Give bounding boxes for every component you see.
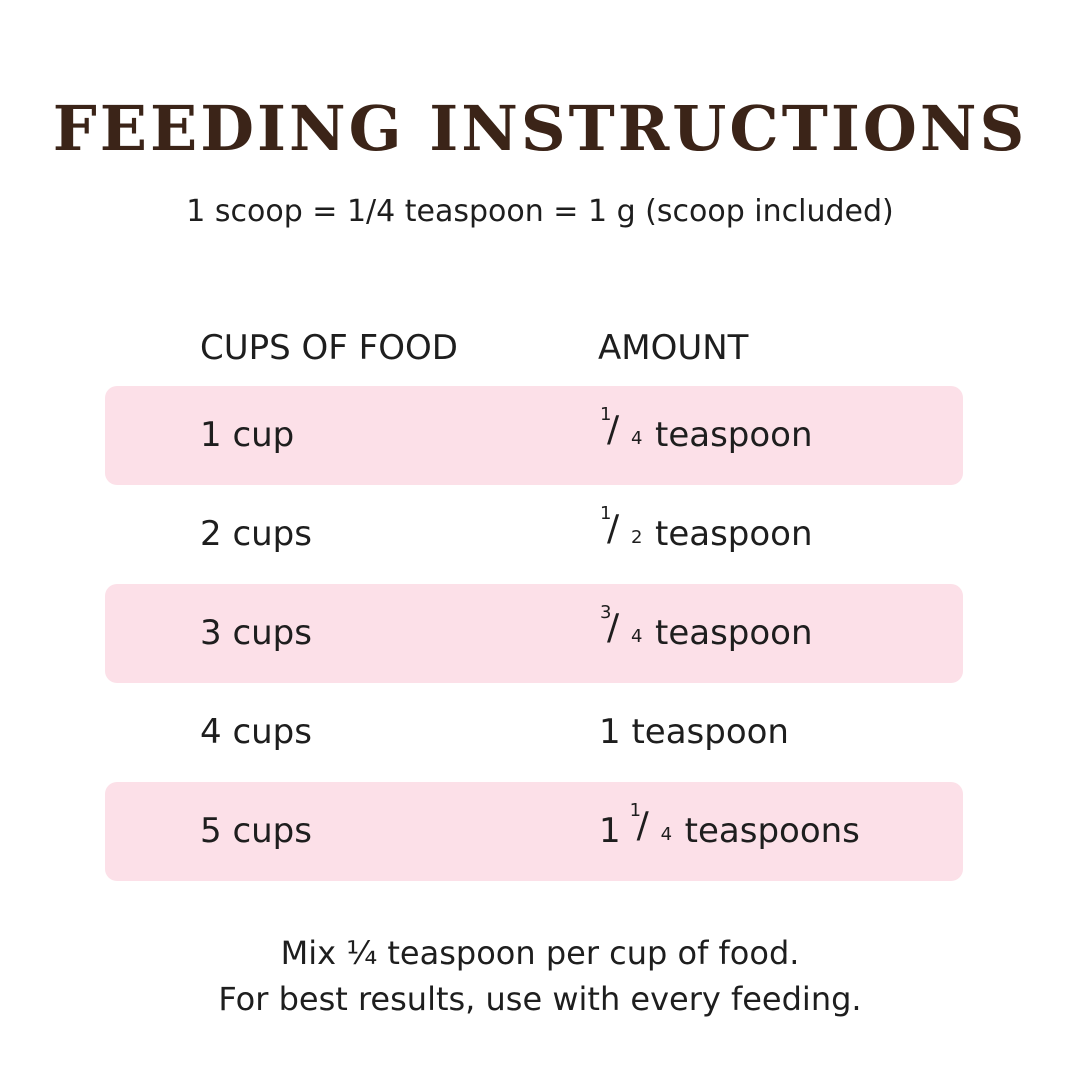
- fraction-whole: 1: [599, 811, 621, 851]
- amount-unit: 1 teaspoon: [599, 712, 789, 752]
- table-row: [105, 485, 963, 584]
- fraction-denominator: 4: [631, 428, 643, 449]
- amount-unit: teaspoon: [655, 514, 813, 554]
- fraction-slash: /: [607, 607, 620, 648]
- fraction: [599, 602, 647, 650]
- amount-cell: [599, 782, 860, 881]
- fraction-denominator: 4: [631, 626, 643, 647]
- table-row: [105, 584, 963, 683]
- cups-cell: 5 cups: [200, 811, 312, 851]
- fraction-slash: /: [607, 508, 620, 549]
- column-header-cups: CUPS OF FOOD: [200, 328, 458, 368]
- fraction-denominator: 4: [660, 824, 673, 845]
- best-results-note: For best results, use with every feeding.: [218, 980, 862, 1018]
- fraction-numerator: 1: [600, 503, 612, 524]
- fraction: [629, 800, 677, 848]
- table-row: [105, 683, 963, 782]
- cups-cell: 4 cups: [200, 712, 312, 752]
- amount-cell: [599, 683, 789, 782]
- fraction-slash: /: [636, 805, 649, 846]
- amount-unit: teaspoons: [684, 811, 860, 851]
- fraction-slash: /: [607, 409, 620, 450]
- column-header-amount: AMOUNT: [598, 328, 749, 368]
- amount-unit: teaspoon: [655, 613, 813, 653]
- fraction-numerator: 3: [600, 602, 612, 623]
- usage-note: Mix ¼ teaspoon per cup of food.: [280, 934, 800, 972]
- page-title: FEEDING INSTRUCTIONS: [52, 92, 1028, 165]
- amount-cell: [599, 485, 813, 584]
- amount-cell: [599, 386, 813, 485]
- fraction-numerator: 1: [600, 404, 612, 425]
- amount-cell: [599, 584, 813, 683]
- fraction-denominator: 2: [631, 527, 643, 548]
- amount-unit: teaspoon: [655, 415, 813, 455]
- cups-cell: 2 cups: [200, 514, 312, 554]
- fraction: [599, 503, 647, 551]
- scoop-conversion-subtitle: 1 scoop = 1/4 teaspoon = 1 g (scoop included): [186, 194, 894, 229]
- cups-cell: 3 cups: [200, 613, 312, 653]
- table-row: [105, 782, 963, 881]
- feeding-table: [105, 386, 963, 881]
- table-row: [105, 386, 963, 485]
- fraction-numerator: 1: [629, 800, 642, 821]
- cups-cell: 1 cup: [200, 415, 295, 455]
- fraction: [599, 404, 647, 452]
